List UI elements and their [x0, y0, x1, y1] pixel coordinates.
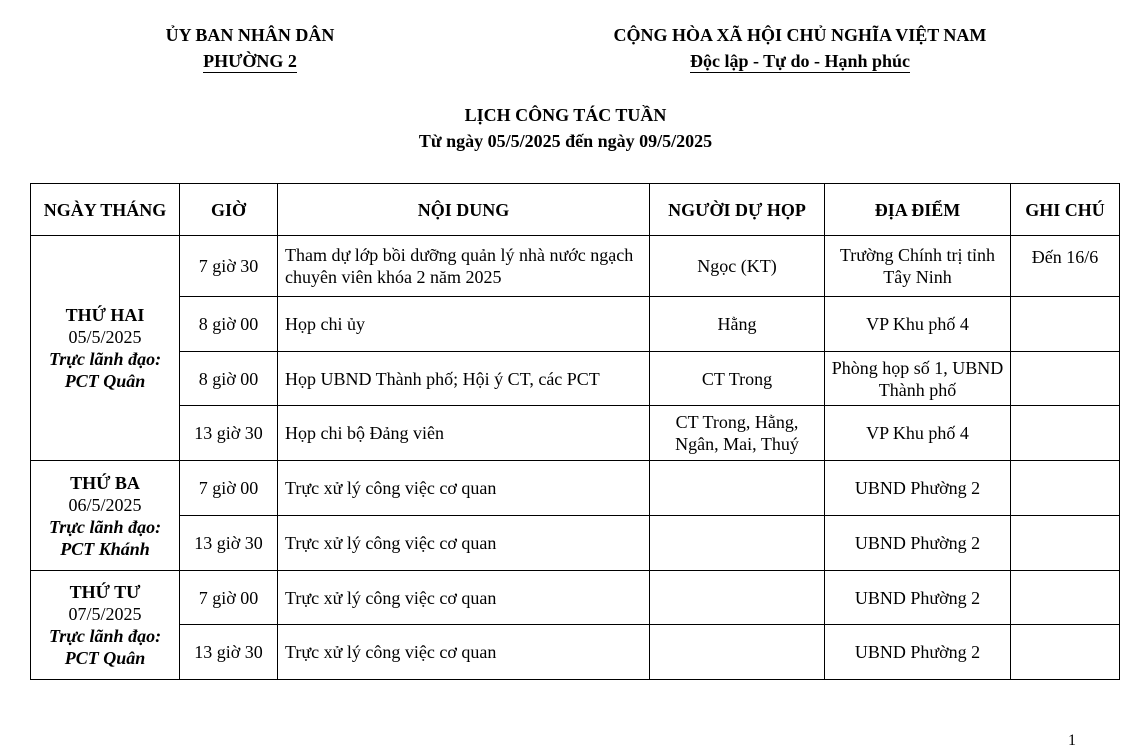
national-motto: Độc lập - Tự do - Hạnh phúc	[689, 51, 911, 71]
day-date: 07/5/2025	[68, 604, 142, 624]
day-date: 05/5/2025	[68, 327, 142, 347]
content-cell: Trực xử lý công việc cơ quan	[278, 571, 650, 625]
table-row	[31, 406, 1120, 461]
day-cell-monday	[31, 236, 180, 461]
content-cell: Họp chi bộ Đảng viên	[278, 406, 650, 461]
location-cell: UBND Phường 2	[825, 461, 1011, 516]
day-name: THỨ HAI	[65, 305, 145, 325]
day-cell-wednesday	[31, 571, 180, 680]
location-cell: VP Khu phố 4	[825, 297, 1011, 352]
time-cell: 7 giờ 00	[180, 571, 278, 625]
location-cell: Trường Chính trị tỉnh Tây Ninh	[825, 236, 1011, 297]
duty-person: PCT Quân	[64, 648, 146, 668]
attendees-cell	[650, 625, 825, 680]
day-date: 06/5/2025	[68, 494, 142, 515]
time-cell: 8 giờ 00	[180, 352, 278, 406]
location-cell: UBND Phường 2	[825, 571, 1011, 625]
agency-name: ỦY BAN NHÂN DÂN	[165, 25, 335, 45]
attendees-cell	[650, 571, 825, 625]
table-row	[31, 236, 1120, 297]
attendees-cell	[650, 461, 825, 516]
time-cell: 13 giờ 30	[180, 406, 278, 461]
duty-label: Trực lãnh đạo:	[48, 626, 162, 646]
duty-person: PCT Khánh	[60, 538, 150, 559]
col-header-note: GHI CHÚ	[1011, 184, 1120, 236]
table-row	[31, 297, 1120, 352]
location-cell: Phòng họp số 1, UBND Thành phố	[825, 352, 1011, 406]
title-date-range: Từ ngày 05/5/2025 đến ngày 09/5/2025	[418, 131, 713, 151]
col-header-content: NỘI DUNG	[278, 184, 650, 236]
content-cell: Trực xử lý công việc cơ quan	[278, 516, 650, 571]
time-cell: 7 giờ 30	[180, 236, 278, 297]
location-cell: UBND Phường 2	[825, 516, 1011, 571]
time-cell: 8 giờ 00	[180, 297, 278, 352]
col-header-date: NGÀY THÁNG	[31, 184, 180, 236]
col-header-location: ĐỊA ĐIỂM	[825, 184, 1011, 236]
note-cell	[1011, 461, 1120, 516]
attendees-cell: CT Trong	[650, 352, 825, 406]
location-cell: VP Khu phố 4	[825, 406, 1011, 461]
national-header	[560, 22, 1040, 74]
attendees-cell	[650, 516, 825, 571]
attendees-cell: Ngọc (KT)	[650, 236, 825, 297]
table-row	[31, 352, 1120, 406]
schedule-table	[30, 183, 1120, 680]
title-main: LỊCH CÔNG TÁC TUẦN	[464, 105, 667, 125]
day-name: THỨ TƯ	[69, 582, 141, 602]
content-cell: Tham dự lớp bồi dưỡng quản lý nhà nước ngạch chuyên viên khóa 2 năm 2025	[278, 236, 650, 297]
national-title: CỘNG HÒA XÃ HỘI CHỦ NGHĨA VIỆT NAM	[613, 25, 987, 45]
note-cell	[1011, 625, 1120, 680]
content-cell: Trực xử lý công việc cơ quan	[278, 625, 650, 680]
attendees-cell: CT Trong, Hằng, Ngân, Mai, Thuý	[650, 406, 825, 461]
agency-header	[130, 22, 370, 74]
table-row	[31, 516, 1120, 571]
time-cell: 13 giờ 30	[180, 516, 278, 571]
note-cell	[1011, 352, 1120, 406]
page-number: 1	[1068, 732, 1076, 749]
table-row	[31, 461, 1120, 516]
time-cell: 13 giờ 30	[180, 625, 278, 680]
duty-label: Trực lãnh đạo:	[48, 516, 162, 537]
time-cell: 7 giờ 00	[180, 461, 278, 516]
day-name: THỨ BA	[70, 472, 140, 493]
note-cell	[1011, 571, 1120, 625]
day-cell-tuesday	[31, 461, 180, 571]
content-cell: Trực xử lý công việc cơ quan	[278, 461, 650, 516]
table-row	[31, 571, 1120, 625]
location-cell: UBND Phường 2	[825, 625, 1011, 680]
duty-label: Trực lãnh đạo:	[48, 349, 162, 369]
table-header-row	[31, 184, 1120, 236]
col-header-attendees: NGƯỜI DỰ HỌP	[650, 184, 825, 236]
content-cell: Họp UBND Thành phố; Hội ý CT, các PCT	[278, 352, 650, 406]
note-cell	[1011, 516, 1120, 571]
content-cell: Họp chi ủy	[278, 297, 650, 352]
document-title	[0, 102, 1131, 154]
table-row	[31, 625, 1120, 680]
col-header-time: GIỜ	[180, 184, 278, 236]
duty-person: PCT Quân	[64, 371, 146, 391]
agency-ward: PHƯỜNG 2	[203, 51, 297, 71]
attendees-cell: Hằng	[650, 297, 825, 352]
note-cell	[1011, 406, 1120, 461]
note-cell: Đến 16/6	[1011, 236, 1120, 297]
note-cell	[1011, 297, 1120, 352]
